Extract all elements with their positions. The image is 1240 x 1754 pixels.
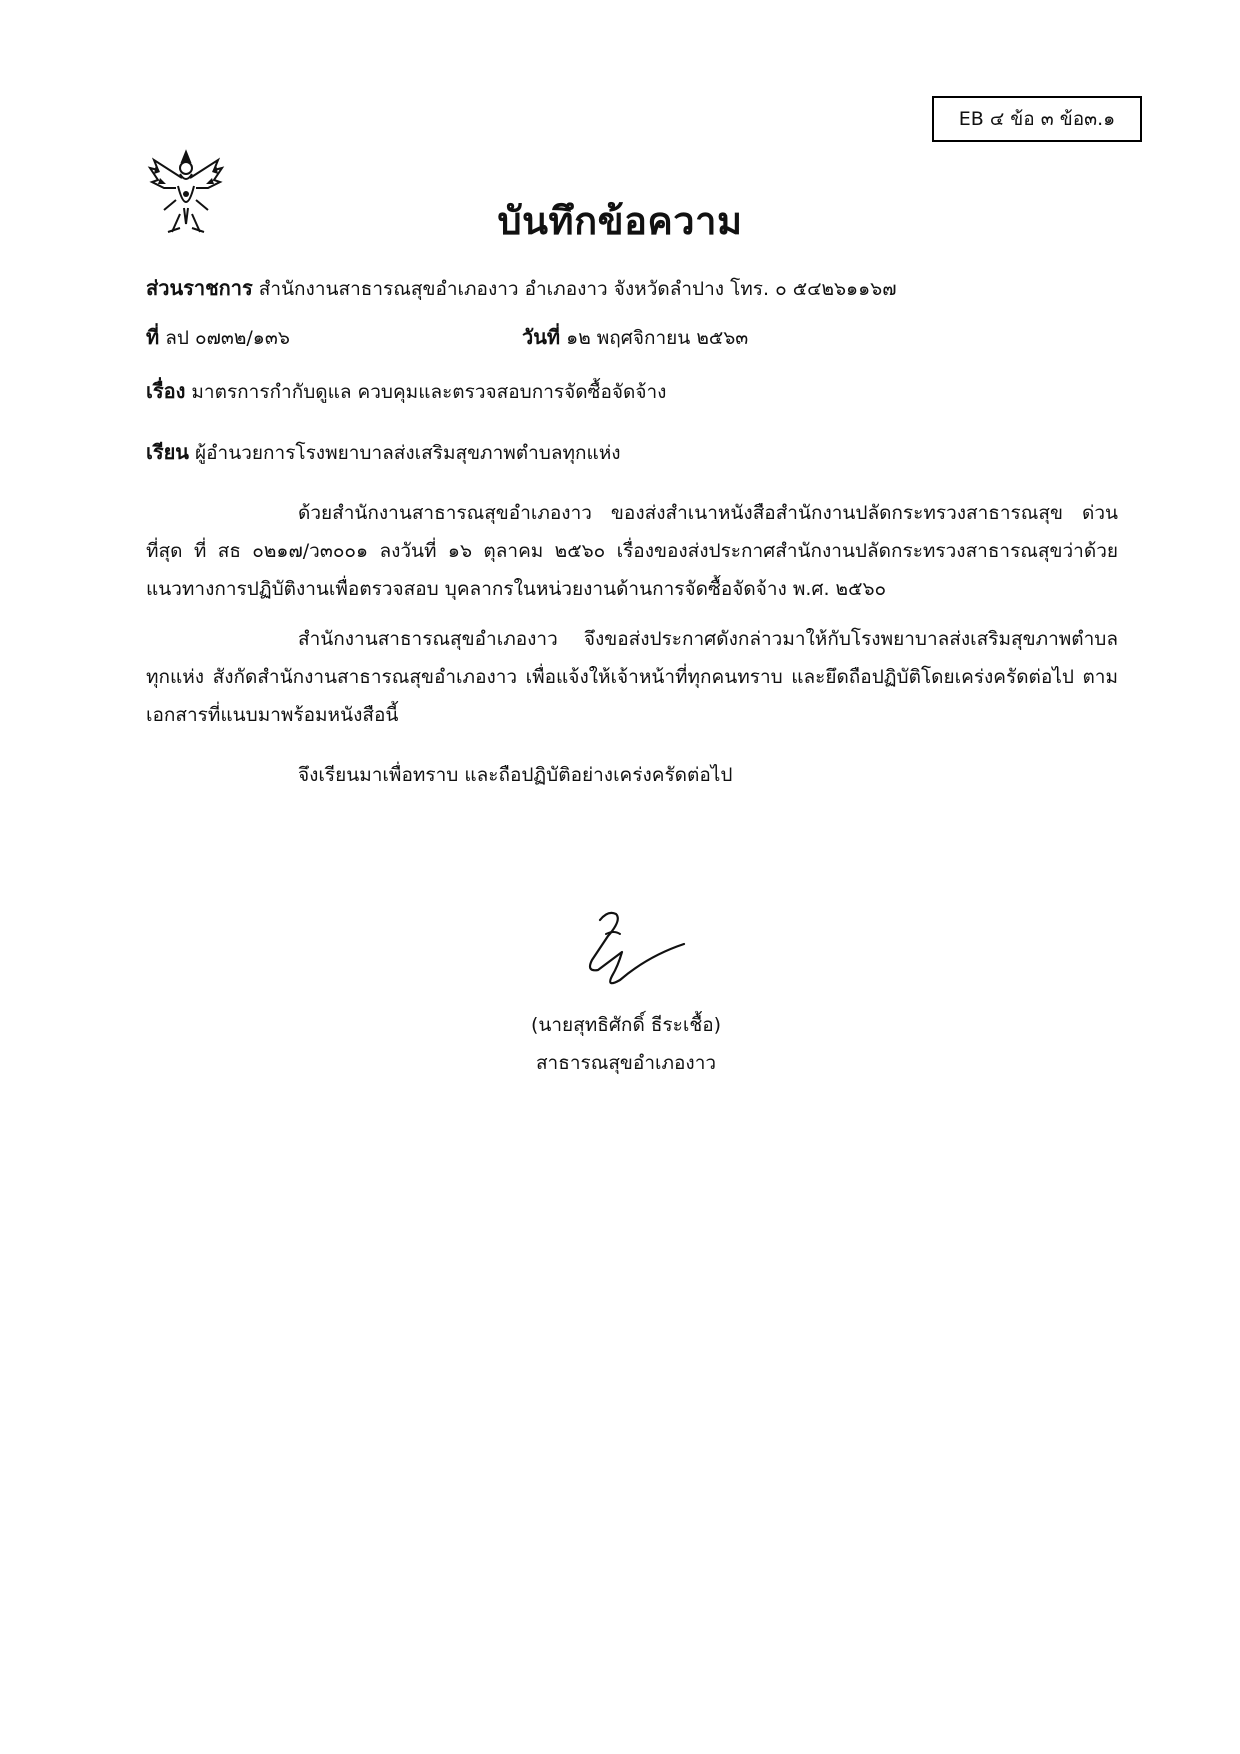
date-label: วันที่ xyxy=(522,325,561,349)
signer-name: (นายสุทธิศักดิ์ ธีระเชื้อ) xyxy=(530,1014,722,1036)
signer-position: สาธารณสุขอำเภองาว xyxy=(535,1052,717,1074)
date-line xyxy=(522,321,748,353)
body-paragraph-2: สำนักงานสาธารณสุขอำเภองาว จึงขอส่งประกาศดังกล่าวมาให้กับโรงพยาบาลส่งเสริมสุขภาพตำบลทุกแห่ง สังกัดสำนักงานสาธารณสุขอำเภองาว เพื่อแจ้งให้เจ้าหน้าที่ทุกคนทราบ และยึดถือปฏิบัติโดยเคร่งครัดต่อไป ตามเอกสารที่แนบมาพร้อมหนังสือนี้ xyxy=(146,628,1118,726)
ref-no-line xyxy=(146,321,290,353)
reference-box: EB ๔ ข้อ ๓ ข้อ๓.๑ xyxy=(932,96,1142,142)
agency-line xyxy=(146,272,897,304)
subject-label: เรื่อง xyxy=(146,379,186,403)
ref-no-label: ที่ xyxy=(146,325,160,349)
to-label: เรียน xyxy=(146,440,189,464)
ref-no-value: ลป ๐๗๓๒/๑๓๖ xyxy=(165,327,290,349)
memo-title: บันทึกข้อความ xyxy=(497,199,743,243)
to-line xyxy=(146,436,621,468)
agency-label: ส่วนราชการ xyxy=(146,276,253,300)
date-value: ๑๒ พฤศจิกายน ๒๕๖๓ xyxy=(566,327,749,349)
signature-icon xyxy=(578,900,688,990)
closing-line: จึงเรียนมาเพื่อทราบ และถือปฏิบัติอย่างเคร่งครัดต่อไป xyxy=(298,764,733,786)
subject-line xyxy=(146,375,666,407)
to-value: ผู้อำนวยการโรงพยาบาลส่งเสริมสุขภาพตำบลทุกแห่ง xyxy=(195,442,621,464)
agency-value: สำนักงานสาธารณสุขอำเภองาว อำเภองาว จังหวัดลำปาง โทร. ๐ ๕๔๒๖๑๑๖๗ xyxy=(258,278,897,300)
subject-value: มาตรการกำกับดูแล ควบคุมและตรวจสอบการจัดซื้อจัดจ้าง xyxy=(191,381,667,403)
body-paragraph-1: ด้วยสำนักงานสาธารณสุขอำเภองาว ของส่งสำเนาหนังสือสำนักงานปลัดกระทรวงสาธารณสุข ด่วนที่สุด ที่ สธ ๐๒๑๗/ว๓๐๐๑ ลงวันที่ ๑๖ ตุลาคม ๒๕๖๐ เรื่องของส่งประกาศสำนักงานปลัดกระทรวงสาธารณสุขว่าด้วยแนวทางการปฏิบัติงานเพื่อตรวจสอบ บุคลากรในหน่วยงานด้านการจัดซื้อจัดจ้าง พ.ศ. ๒๕๖๐ xyxy=(146,502,1118,600)
